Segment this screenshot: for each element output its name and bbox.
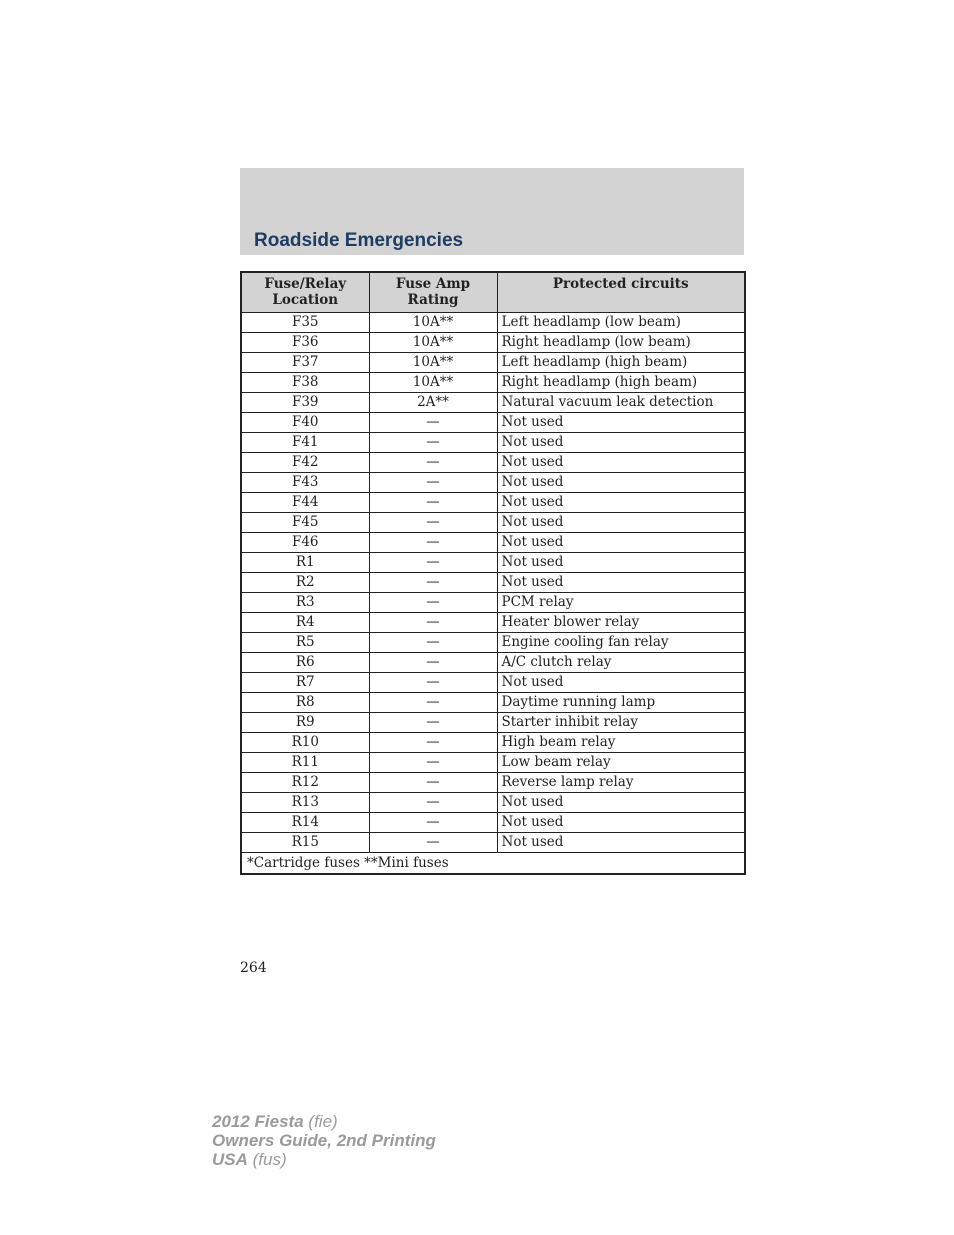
amp-rating-cell: — xyxy=(369,493,497,513)
page-number: 264 xyxy=(240,960,267,976)
amp-rating-cell: — xyxy=(369,733,497,753)
table-row xyxy=(241,333,745,353)
protected-circuit-cell: Not used xyxy=(497,533,745,553)
amp-rating-cell: — xyxy=(369,593,497,613)
location-cell: R13 xyxy=(241,793,369,813)
protected-circuit-cell: Heater blower relay xyxy=(497,613,745,633)
location-cell: F40 xyxy=(241,413,369,433)
protected-circuit-cell: Low beam relay xyxy=(497,753,745,773)
location-cell: F46 xyxy=(241,533,369,553)
table-row xyxy=(241,313,745,333)
footer-model-code: (fie) xyxy=(303,1112,338,1131)
footer-line-edition xyxy=(212,1131,436,1150)
amp-rating-cell: 10A** xyxy=(369,313,497,333)
protected-circuit-cell: Not used xyxy=(497,573,745,593)
amp-rating-cell: — xyxy=(369,813,497,833)
protected-circuit-cell: PCM relay xyxy=(497,593,745,613)
protected-circuit-cell: Left headlamp (low beam) xyxy=(497,313,745,333)
location-cell: R14 xyxy=(241,813,369,833)
column-header-location: Fuse/Relay Location xyxy=(241,272,369,313)
amp-rating-cell: 10A** xyxy=(369,333,497,353)
column-header-protected-circuits: Protected circuits xyxy=(497,272,745,313)
location-cell: R9 xyxy=(241,713,369,733)
location-cell: R7 xyxy=(241,673,369,693)
location-cell: F36 xyxy=(241,333,369,353)
protected-circuit-cell: Not used xyxy=(497,553,745,573)
amp-rating-cell: — xyxy=(369,713,497,733)
location-cell: R2 xyxy=(241,573,369,593)
amp-rating-cell: 10A** xyxy=(369,373,497,393)
table-row xyxy=(241,633,745,653)
table-row xyxy=(241,493,745,513)
protected-circuit-cell: Reverse lamp relay xyxy=(497,773,745,793)
location-cell: F38 xyxy=(241,373,369,393)
amp-rating-cell: — xyxy=(369,433,497,453)
protected-circuit-cell: Not used xyxy=(497,813,745,833)
table-row xyxy=(241,753,745,773)
footer-market: USA xyxy=(212,1150,248,1169)
amp-rating-cell: — xyxy=(369,573,497,593)
table-row xyxy=(241,833,745,853)
amp-rating-cell: 10A** xyxy=(369,353,497,373)
protected-circuit-cell: Daytime running lamp xyxy=(497,693,745,713)
table-row xyxy=(241,453,745,473)
column-header-amp-rating: Fuse Amp Rating xyxy=(369,272,497,313)
location-cell: F39 xyxy=(241,393,369,413)
section-header-band xyxy=(240,168,744,255)
table-footnote: *Cartridge fuses **Mini fuses xyxy=(241,853,745,875)
location-cell: F42 xyxy=(241,453,369,473)
table-row xyxy=(241,733,745,753)
protected-circuit-cell: Not used xyxy=(497,413,745,433)
protected-circuit-cell: Not used xyxy=(497,473,745,493)
table-row xyxy=(241,813,745,833)
amp-rating-cell: — xyxy=(369,653,497,673)
location-cell: R11 xyxy=(241,753,369,773)
document-footer xyxy=(212,1112,436,1169)
location-cell: F45 xyxy=(241,513,369,533)
amp-rating-cell: — xyxy=(369,753,497,773)
table-row xyxy=(241,433,745,453)
location-cell: F44 xyxy=(241,493,369,513)
amp-rating-cell: 2A** xyxy=(369,393,497,413)
amp-rating-cell: — xyxy=(369,833,497,853)
footer-market-code: (fus) xyxy=(247,1150,287,1169)
amp-rating-cell: — xyxy=(369,453,497,473)
amp-rating-cell: — xyxy=(369,473,497,493)
location-cell: R3 xyxy=(241,593,369,613)
table-row xyxy=(241,573,745,593)
table-row xyxy=(241,373,745,393)
amp-rating-cell: — xyxy=(369,613,497,633)
footer-model-name: 2012 Fiesta xyxy=(212,1112,304,1131)
table-row xyxy=(241,413,745,433)
location-cell: R8 xyxy=(241,693,369,713)
location-cell: F35 xyxy=(241,313,369,333)
amp-rating-cell: — xyxy=(369,413,497,433)
table-row xyxy=(241,533,745,553)
protected-circuit-cell: Starter inhibit relay xyxy=(497,713,745,733)
protected-circuit-cell: Not used xyxy=(497,833,745,853)
protected-circuit-cell: Not used xyxy=(497,673,745,693)
protected-circuit-cell: Not used xyxy=(497,433,745,453)
protected-circuit-cell: Not used xyxy=(497,793,745,813)
table-row xyxy=(241,673,745,693)
protected-circuit-cell: Right headlamp (low beam) xyxy=(497,333,745,353)
location-cell: R1 xyxy=(241,553,369,573)
table-row xyxy=(241,473,745,493)
location-cell: R6 xyxy=(241,653,369,673)
table-row xyxy=(241,593,745,613)
location-cell: F41 xyxy=(241,433,369,453)
amp-rating-cell: — xyxy=(369,533,497,553)
footnote-row xyxy=(241,853,745,875)
location-cell: F43 xyxy=(241,473,369,493)
amp-rating-cell: — xyxy=(369,673,497,693)
table-row xyxy=(241,713,745,733)
protected-circuit-cell: Not used xyxy=(497,493,745,513)
amp-rating-cell: — xyxy=(369,773,497,793)
footer-line-market xyxy=(212,1150,436,1169)
amp-rating-cell: — xyxy=(369,553,497,573)
protected-circuit-cell: Left headlamp (high beam) xyxy=(497,353,745,373)
protected-circuit-cell: Natural vacuum leak detection xyxy=(497,393,745,413)
amp-rating-cell: — xyxy=(369,633,497,653)
table-row xyxy=(241,613,745,633)
protected-circuit-cell: A/C clutch relay xyxy=(497,653,745,673)
table-body xyxy=(241,313,745,853)
footer-edition: Owners Guide, 2nd Printing xyxy=(212,1131,436,1150)
table-row xyxy=(241,773,745,793)
table-row xyxy=(241,653,745,673)
amp-rating-cell: — xyxy=(369,513,497,533)
table-row xyxy=(241,353,745,373)
table-row xyxy=(241,553,745,573)
table-row xyxy=(241,693,745,713)
protected-circuit-cell: Not used xyxy=(497,453,745,473)
location-cell: F37 xyxy=(241,353,369,373)
table-row xyxy=(241,793,745,813)
protected-circuit-cell: Engine cooling fan relay xyxy=(497,633,745,653)
table-row xyxy=(241,513,745,533)
location-cell: R5 xyxy=(241,633,369,653)
table-row xyxy=(241,393,745,413)
amp-rating-cell: — xyxy=(369,693,497,713)
protected-circuit-cell: Not used xyxy=(497,513,745,533)
protected-circuit-cell: Right headlamp (high beam) xyxy=(497,373,745,393)
amp-rating-cell: — xyxy=(369,793,497,813)
location-cell: R12 xyxy=(241,773,369,793)
table-header-row xyxy=(241,272,745,313)
location-cell: R15 xyxy=(241,833,369,853)
section-title: Roadside Emergencies xyxy=(254,230,464,251)
fuse-relay-table xyxy=(240,271,746,875)
location-cell: R4 xyxy=(241,613,369,633)
footer-line-model xyxy=(212,1112,436,1131)
protected-circuit-cell: High beam relay xyxy=(497,733,745,753)
location-cell: R10 xyxy=(241,733,369,753)
